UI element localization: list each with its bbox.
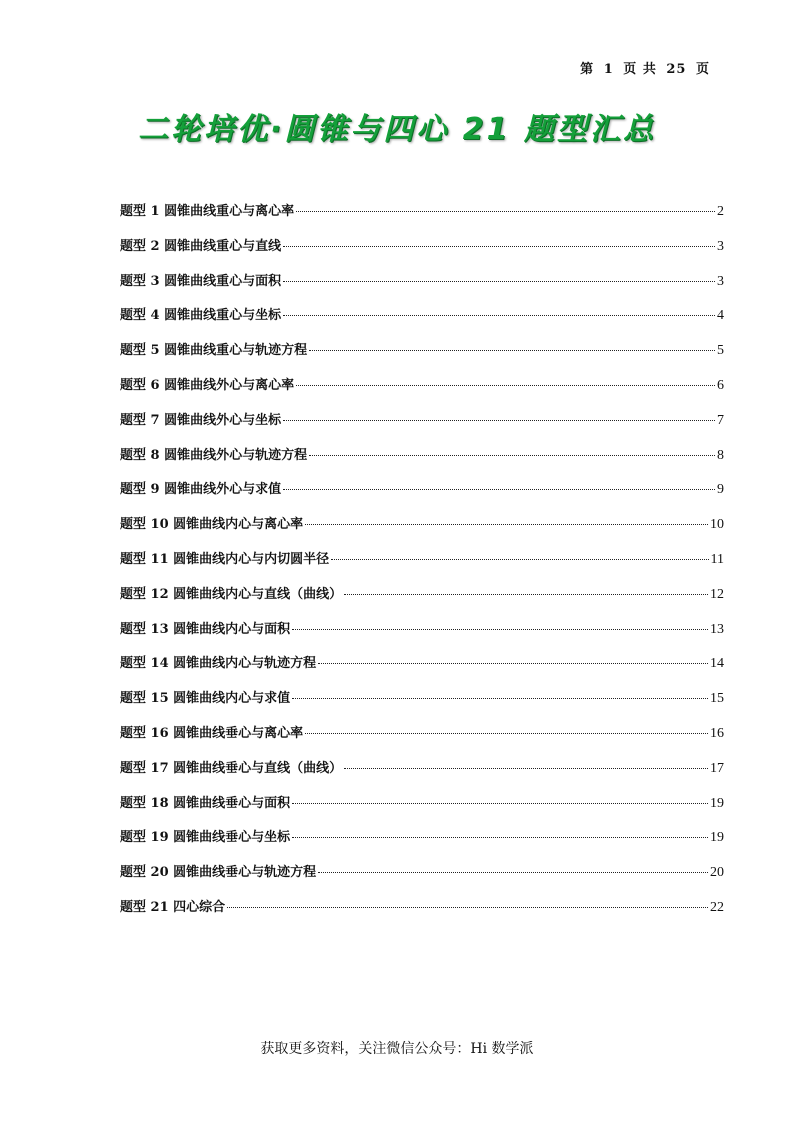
toc-entry[interactable]	[120, 304, 724, 339]
toc-entry-label: 题型 4 圆锥曲线重心与坐标	[120, 308, 282, 324]
toc-entry[interactable]	[120, 374, 724, 409]
toc-leader	[296, 211, 715, 212]
toc-leader	[292, 837, 708, 838]
toc-entry-page: 3	[717, 238, 724, 254]
toc-entry[interactable]	[120, 200, 724, 235]
toc-entry[interactable]	[120, 513, 724, 548]
toc-entry-page: 2	[717, 204, 724, 219]
page-suffix: 页	[695, 62, 710, 77]
toc-leader	[309, 350, 715, 351]
toc-entry-label: 题型 12 圆锥曲线内心与直线（曲线）	[120, 586, 343, 602]
toc-leader	[318, 872, 708, 873]
toc-entry-page: 12	[710, 586, 724, 602]
toc-entry-page: 20	[710, 865, 724, 881]
toc-entry-page: 22	[710, 899, 724, 915]
toc-entry[interactable]	[120, 339, 724, 374]
toc-entry-page: 7	[717, 412, 724, 428]
toc-leader	[305, 733, 708, 734]
toc-entry-label: 题型 8 圆锥曲线外心与轨迹方程	[120, 447, 308, 463]
toc-entry-label: 题型 6 圆锥曲线外心与离心率	[120, 377, 295, 393]
toc-entry[interactable]	[120, 722, 724, 757]
toc-entry[interactable]	[120, 548, 724, 583]
toc-entry-label: 题型 15 圆锥曲线内心与求值	[120, 691, 291, 707]
page-prefix: 第	[580, 62, 595, 77]
page-number: 1	[603, 62, 614, 77]
toc-leader	[331, 559, 708, 560]
toc-entry[interactable]	[120, 757, 724, 792]
toc-leader	[296, 385, 715, 386]
toc-entry-label: 题型 16 圆锥曲线垂心与离心率	[120, 725, 304, 741]
toc-entry[interactable]	[120, 618, 724, 653]
toc-leader	[305, 524, 708, 525]
toc-entry-label: 题型 5 圆锥曲线重心与轨迹方程	[120, 343, 308, 359]
page-header	[578, 58, 712, 77]
toc-entry-label: 题型 2 圆锥曲线重心与直线	[120, 238, 282, 254]
toc-entry-page: 19	[710, 795, 724, 811]
toc-entry[interactable]	[120, 444, 724, 479]
toc-leader	[292, 698, 708, 699]
toc-entry[interactable]	[120, 583, 724, 618]
toc-entry-page: 4	[717, 308, 724, 324]
toc-leader	[309, 455, 715, 456]
toc-entry-page: 11	[710, 551, 724, 567]
toc-entry[interactable]	[120, 826, 724, 861]
toc-entry[interactable]	[120, 270, 724, 305]
toc-entry-page: 15	[710, 691, 724, 707]
toc-entry[interactable]	[120, 861, 724, 896]
toc-entry[interactable]	[120, 235, 724, 270]
toc-leader	[227, 907, 708, 908]
toc-leader	[292, 803, 708, 804]
page-mid: 页 共	[623, 62, 657, 77]
toc-leader	[283, 489, 715, 490]
toc-leader	[283, 246, 715, 247]
toc-leader	[283, 281, 715, 282]
toc-entry-label: 题型 21 四心综合	[120, 899, 226, 915]
toc-entry-label: 题型 13 圆锥曲线内心与面积	[120, 621, 291, 637]
toc-entry[interactable]	[120, 792, 724, 827]
toc-entry-label: 题型 14 圆锥曲线内心与轨迹方程	[120, 656, 317, 672]
toc-entry-page: 6	[717, 377, 724, 393]
toc-entry-page: 13	[710, 621, 724, 637]
toc-entry-page: 14	[710, 656, 724, 672]
toc-entry-label: 题型 3 圆锥曲线重心与面积	[120, 273, 282, 289]
toc-entry-page: 5	[717, 343, 724, 359]
toc-entry[interactable]	[120, 409, 724, 444]
toc-entry-label: 题型 1 圆锥曲线重心与离心率	[120, 204, 295, 219]
toc-entry-label: 题型 20 圆锥曲线垂心与轨迹方程	[120, 865, 317, 881]
toc-entry-label: 题型 10 圆锥曲线内心与离心率	[120, 517, 304, 533]
toc-leader	[292, 629, 708, 630]
toc-entry-page: 9	[717, 482, 724, 498]
toc-entry-page: 19	[710, 830, 724, 846]
toc-leader	[318, 663, 708, 664]
toc-entry-page: 10	[710, 517, 724, 533]
toc-entry-label: 题型 7 圆锥曲线外心与坐标	[120, 412, 282, 428]
toc-entry-page: 17	[710, 760, 724, 776]
document-title: 二轮培优·圆锥与四心 21 题型汇总	[137, 112, 657, 147]
toc-entry[interactable]	[120, 896, 724, 931]
toc-entry[interactable]	[120, 652, 724, 687]
toc-entry-label: 题型 18 圆锥曲线垂心与面积	[120, 795, 291, 811]
toc-entry-page: 3	[717, 273, 724, 289]
total-pages: 25	[666, 62, 687, 77]
toc-entry-label: 题型 11 圆锥曲线内心与内切圆半径	[120, 551, 330, 567]
toc-leader	[283, 420, 715, 421]
toc-leader	[283, 315, 715, 316]
toc-entry-page: 16	[710, 725, 724, 741]
toc-entry-page: 8	[717, 447, 724, 463]
toc-entry[interactable]	[120, 478, 724, 513]
toc-leader	[344, 594, 708, 595]
toc-entry-label: 题型 9 圆锥曲线外心与求值	[120, 482, 282, 498]
toc-leader	[344, 768, 708, 769]
toc-entry-label: 题型 17 圆锥曲线垂心与直线（曲线）	[120, 760, 343, 776]
toc-entry-label: 题型 19 圆锥曲线垂心与坐标	[120, 830, 291, 846]
page-footer: 获取更多资料，关注微信公众号：Hi 数学派	[260, 1041, 534, 1057]
toc-entry[interactable]	[120, 687, 724, 722]
table-of-contents	[120, 200, 724, 931]
